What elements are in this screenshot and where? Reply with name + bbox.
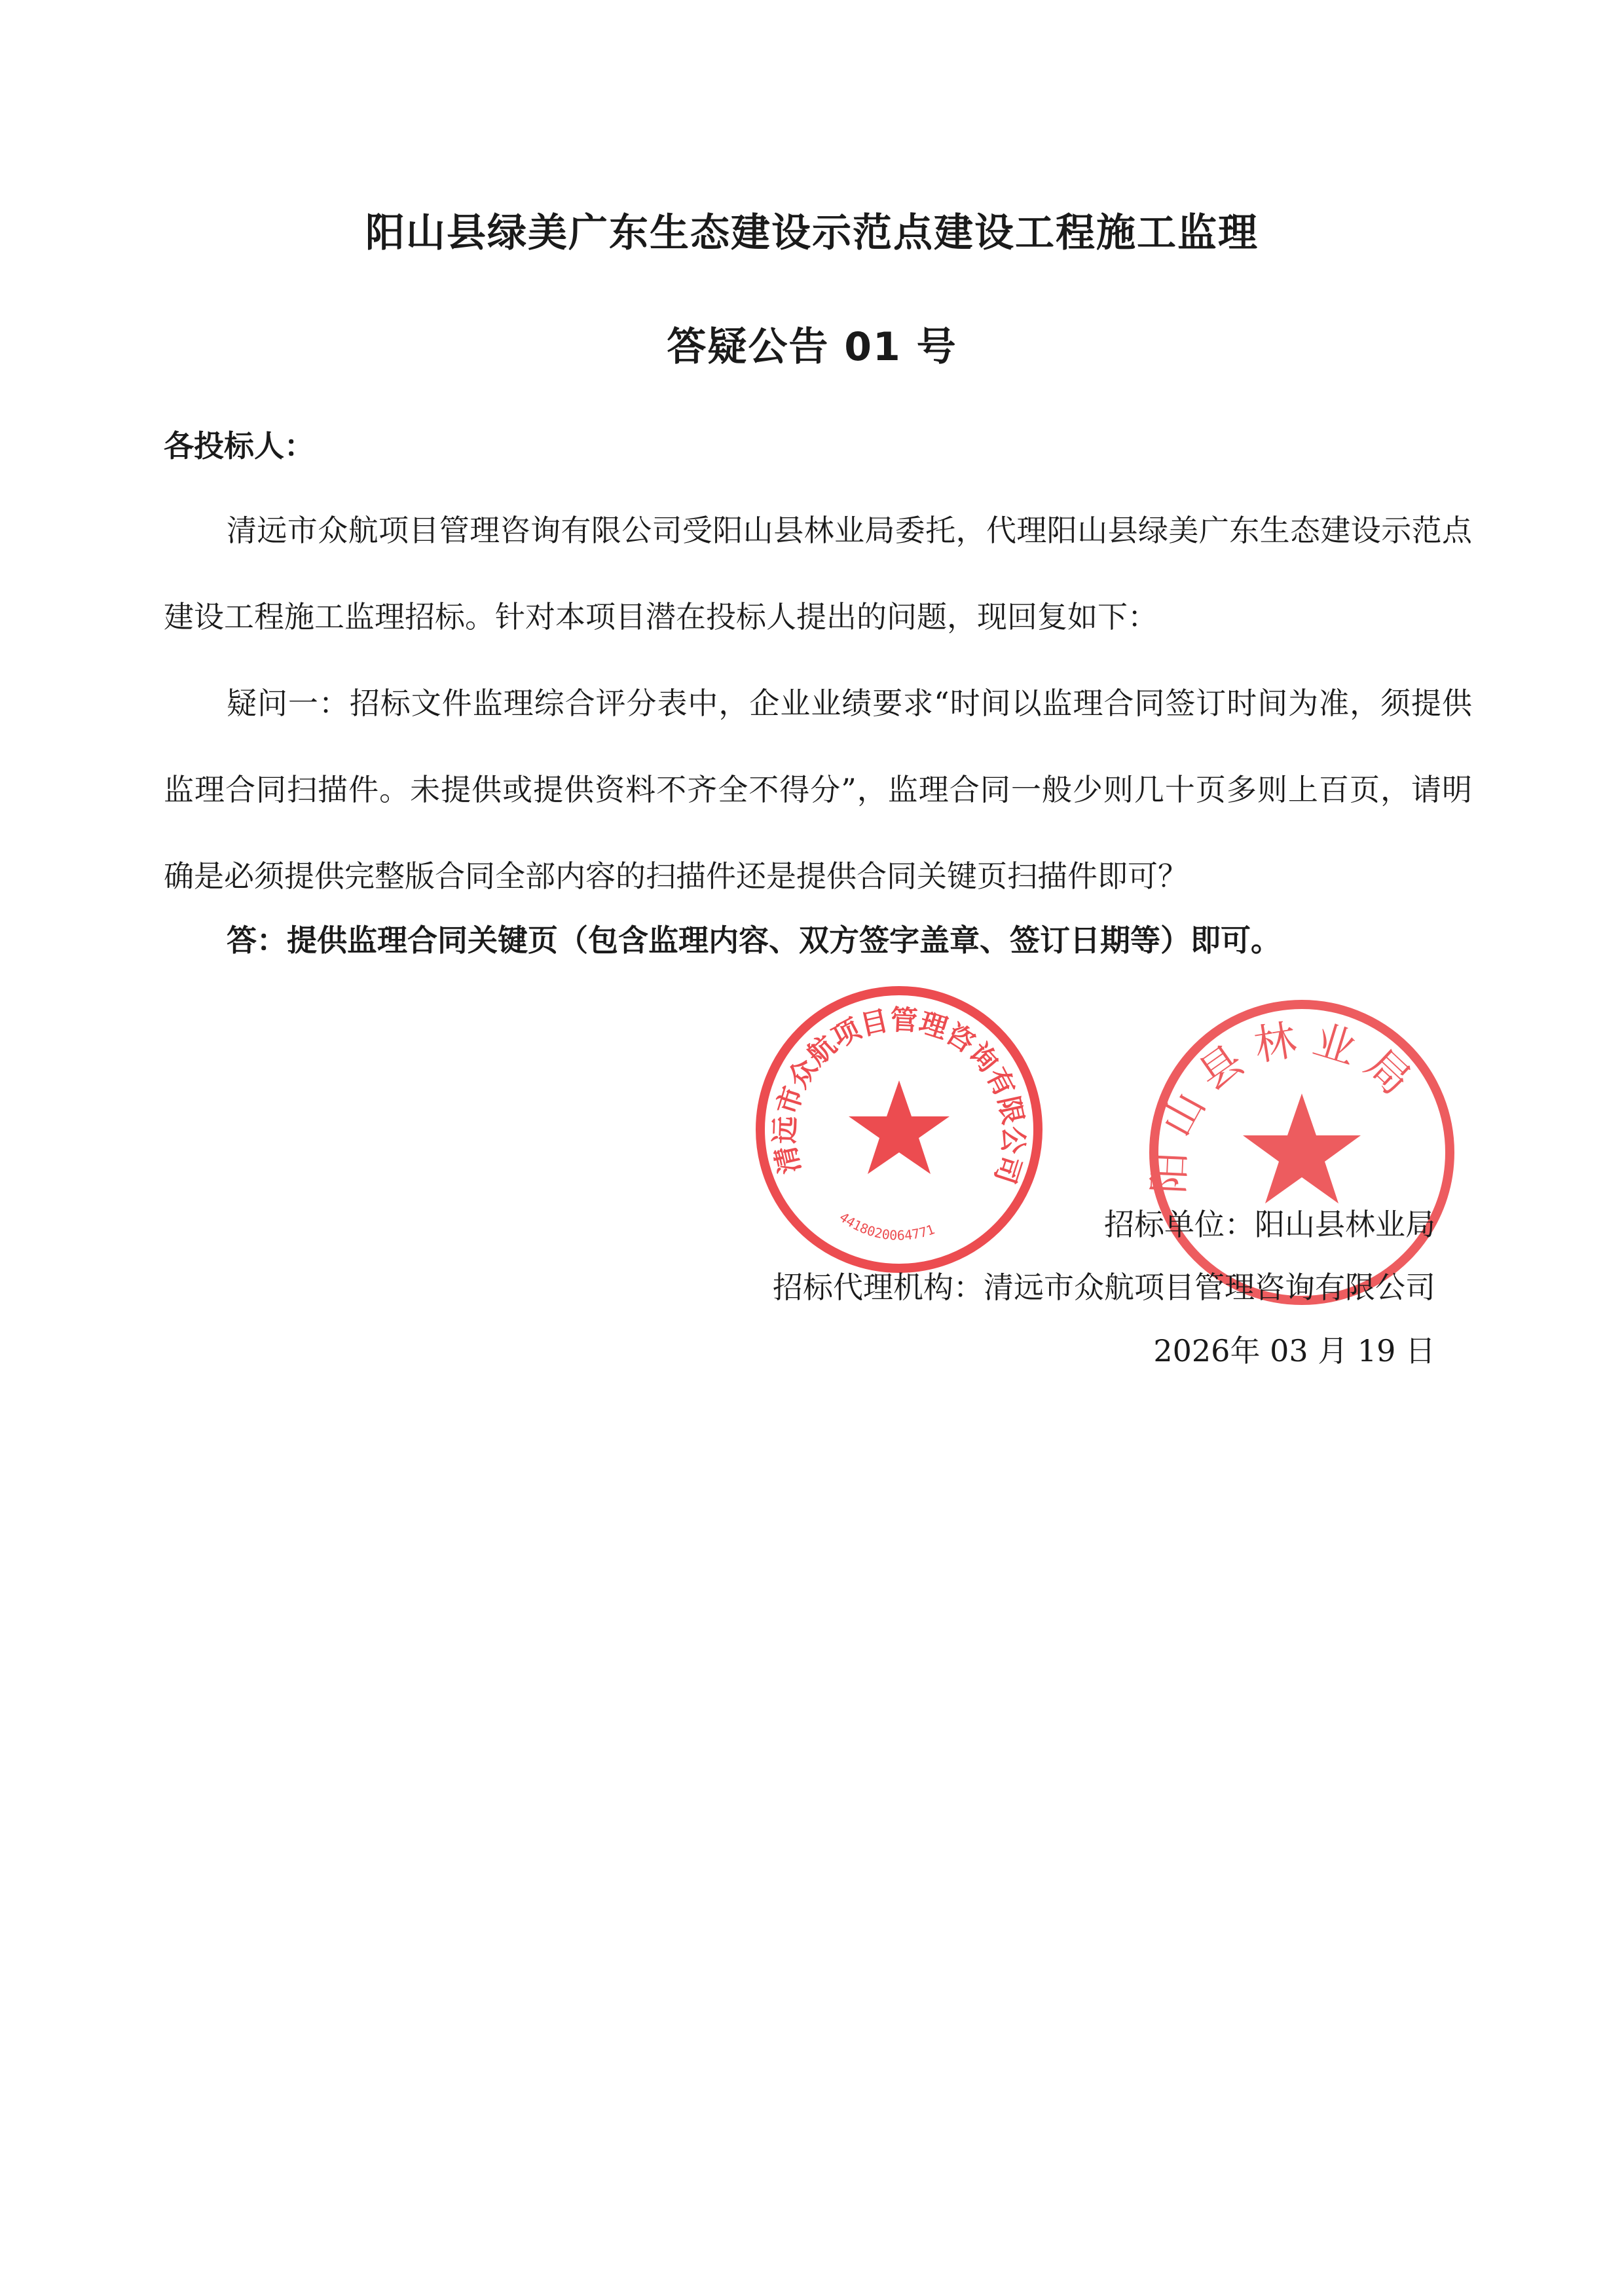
forestry-seal-stamp [1145,995,1459,1310]
svg-text:阳山县林业局: 阳山县林业局 [1145,1014,1428,1195]
agency-seal-graphic [752,982,1046,1277]
svg-text:清远市众航项目管理咨询有限公司: 清远市众航项目管理咨询有限公司 [768,1003,1030,1188]
agency-seal-stamp [752,982,1046,1277]
page-title: 阳山县绿美广东生态建设示范点建设工程施工监理 [365,210,1259,256]
issue-date: 2026年 03 月 19 日 [1153,1333,1435,1368]
forestry-seal-graphic [1145,995,1459,1310]
agent-signature: 招标代理机构：清远市众航项目管理咨询有限公司 [773,1270,1435,1305]
answer-paragraph: 答：提供监理合同关键页（包含监理内容、双方签字盖章、签订日期等）即可。 [227,923,1281,958]
question-paragraph: 疑问一：招标文件监理综合评分表中，企业业绩要求“时间以监理合同签订时间为准，须提供监理合同扫描件。未提供或提供资料不齐全不得分”，监理合同一般少则几十页多则上百页，请明确是必须提供完整版合同全部内容的扫描件还是提供合同关键页扫描件即可？ [164,686,1472,894]
intro-paragraph: 清远市众航项目管理咨询有限公司受阳山县林业局委托，代理阳山县绿美广东生态建设示范点建设工程施工监理招标。针对本项目潜在投标人提出的问题，现回复如下： [164,513,1472,634]
salutation: 各投标人： [164,428,314,464]
svg-text:4418020064771: 4418020064771 [836,1209,937,1243]
issuer-signature: 招标单位：阳山县林业局 [1104,1207,1435,1242]
page-subtitle: 答疑公告 01 号 [667,324,957,370]
